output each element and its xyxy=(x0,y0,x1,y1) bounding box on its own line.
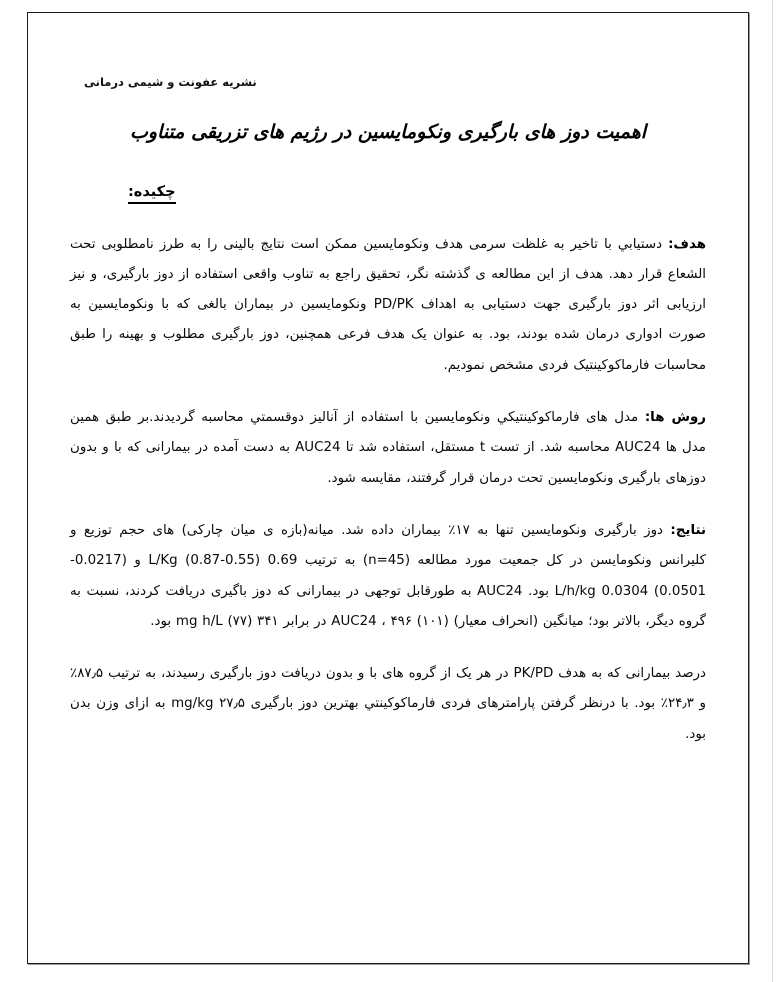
paragraph-results xyxy=(70,516,706,637)
paragraph-conclusion xyxy=(70,659,706,750)
paragraph-text-conclusion: درصد بیمارانی که به هدف PK/PD در هر یک از گروه های با و بدون دریافت دوز بارگیری رسیدند، به ترتیب ۸۷٫۵٪ و ۲۴٫۳٪ بود. با درنظر گرفتن پارامترهای فردی فارماکوکینتي بهترین دوز بارگیری ۲۷٫۵ mg/kg به ازای وزن بدن بود. xyxy=(70,666,706,742)
page-content-area xyxy=(28,13,748,963)
document-page xyxy=(27,12,749,964)
paragraph-label-objective: هدف: xyxy=(668,236,706,252)
paragraph-methods xyxy=(70,403,706,494)
paragraph-text-objective: دستیابي با تاخیر به غلظت سرمی هدف ونکومایسین ممکن است نتایج بالینی را به طرز نامطلوبی تحت الشعاع قرار دهد. هدف از این مطالعه ی گذشته نگر، تحقیق راجع به تناوب واقعی استفاده از دوز بارگیری، و نیز ارزیابی اثر دوز بارگیری جهت دستیابی به اهداف PD/PK ونکومایسین در بیماران بالغی که با ونکومایسین به صورت ادواری درمان شده بودند، بود. به عنوان یک هدف فرعی همچنین، دوز بارگیری مطلوب و بهینه را طبق محاسبات فارماکوکینتیک فردی مشخص نمودیم. xyxy=(70,236,706,373)
abstract-heading: چکیده: xyxy=(128,184,176,204)
paragraph-label-methods: روش ها: xyxy=(644,410,706,426)
paragraph-label-results: نتایج: xyxy=(670,522,706,538)
paragraph-objective xyxy=(70,230,706,381)
paragraph-text-methods: مدل های فارماکوکینتیکي ونکومایسین با استفاده از آنالیز دوقسمتي محاسبه گردیدند.بر طبق همین مدل ها AUC24 محاسبه شد. از تست t مستقل، استفاده شد تا AUC24 به دست آمده در بیمارانی که با و بدون دوزهای بارگیری ونکومایسین تحت درمان قرار گرفتند، مقایسه شود. xyxy=(70,410,706,486)
running-head: نشریه عفونت و شیمی درمانی xyxy=(84,75,257,89)
vertical-scrollbar[interactable] xyxy=(772,0,780,982)
abstract-heading-row xyxy=(70,181,706,204)
page-title: اهمیت دوز های بارگیری ونکومایسین در رژیم های تزریقی متناوب xyxy=(129,121,647,143)
paragraph-text-results: دوز بارگیری ونکومایسین تنها به ١٧٪ بیماران داده شد. میانه(بازه ی میان چارکی) های حجم توزیع و کلیرانس ونکومایسن در کل جمعیت مورد مطالعه (n=45) به ترتیب 0.69 (0.55-0.87) L/Kg و (0.0217-0.0501) 0.0304 L/h/kg بود. AUC24 به طورقابل توجهی در بیمارانی که دوز باگیری دریافت کردند، نسبت به گروه دیگر، بالاتر بود؛ میانگین (انحراف معیار) AUC24 ، ۴۹۶ (۱۰۱) در برابر ۳۴۱ (۷۷) mg h/L بود. xyxy=(70,522,707,629)
